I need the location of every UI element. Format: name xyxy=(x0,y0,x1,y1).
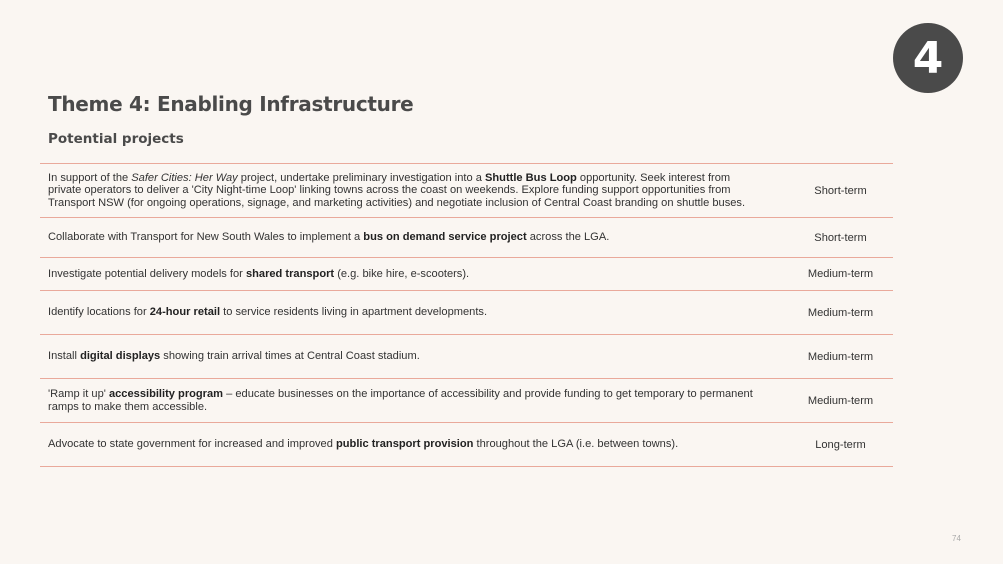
page-title: Theme 4: Enabling Infrastructure xyxy=(48,92,414,116)
table-row xyxy=(40,164,893,218)
table-row xyxy=(40,218,893,258)
project-description: Identify locations for 24-hour retail to service residents living in apartment developments. xyxy=(48,306,488,319)
project-description: Install digital displays showing train arrival times at Central Coast stadium. xyxy=(48,350,420,363)
project-timeframe: Long-term xyxy=(815,438,866,451)
project-timeframe: Medium-term xyxy=(807,268,874,280)
projects-table xyxy=(40,163,893,467)
section-subtitle: Potential projects xyxy=(48,131,184,147)
project-timeframe: Short-term xyxy=(814,231,867,244)
page-number: 74 xyxy=(952,534,961,543)
project-timeframe: Medium-term xyxy=(807,306,874,319)
table-row xyxy=(40,423,893,467)
table-row xyxy=(40,258,893,291)
table-row xyxy=(40,335,893,379)
project-timeframe: Medium-term xyxy=(807,394,874,407)
project-description: 'Ramp it up' accessibility program – educate businesses on the importance of accessibility and provide funding to get temporary to permanent ramps to make them accessible. xyxy=(48,387,753,413)
section-number-badge: 4 xyxy=(893,23,963,93)
table-row xyxy=(40,291,893,335)
project-description: Advocate to state government for increased and improved public transport provision throughout the LGA (i.e. between towns). xyxy=(48,438,679,451)
project-description: In support of the Safer Cities: Her Way project, undertake preliminary investigation into a Shuttle Bus Loop opportunity. Seek interest from private operators to deliver a 'City Night-time Loop' linking towns across the coast on weekends. Explore funding support opportunities from Transport NSW (for ongoing operations, signage, and marketing activities) and negotiate inclusion of Central Coast branding on shuttle buses. xyxy=(48,171,746,209)
project-description: Investigate potential delivery models for shared transport (e.g. bike hire, e-scooters). xyxy=(48,267,470,280)
table-row xyxy=(40,379,893,423)
project-timeframe: Medium-term xyxy=(807,350,874,363)
project-timeframe: Short-term xyxy=(814,184,867,197)
project-description: Collaborate with Transport for New South Wales to implement a bus on demand service project across the LGA. xyxy=(48,231,610,244)
